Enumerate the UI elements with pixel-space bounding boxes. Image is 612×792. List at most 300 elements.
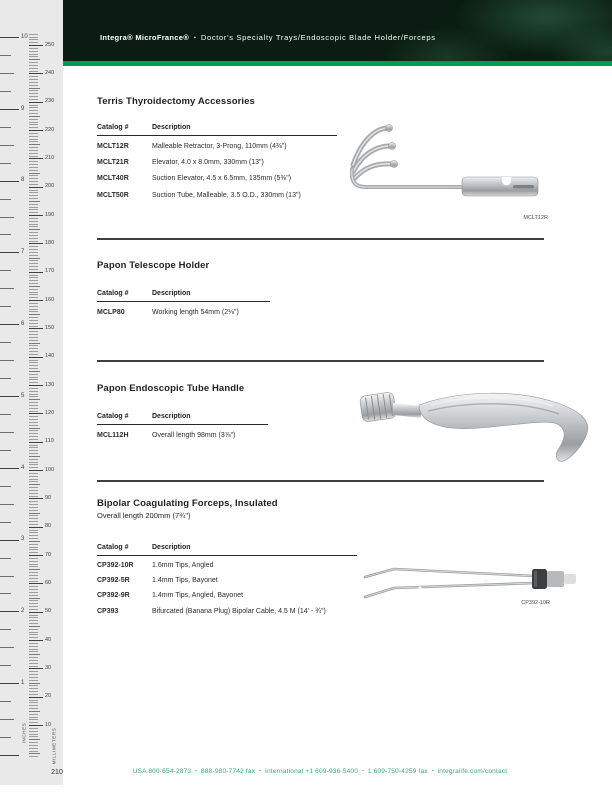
- mm-tick: [29, 99, 38, 100]
- mm-tick: [29, 150, 38, 151]
- section-divider: [97, 360, 544, 362]
- mm-tick: [29, 518, 38, 519]
- mm-tick: [29, 292, 38, 293]
- spec-row: [97, 573, 357, 588]
- mm-tick: [29, 626, 40, 627]
- mm-tick: [29, 56, 38, 57]
- mm-label: 220: [45, 126, 55, 133]
- mm-tick: [29, 688, 38, 689]
- mm-label: 210: [45, 155, 55, 162]
- mm-tick: [29, 252, 38, 253]
- inch-tick: [0, 127, 11, 128]
- mm-tick: [29, 311, 38, 312]
- mm-tick: [29, 487, 38, 488]
- inch-tick: [0, 181, 19, 182]
- mm-tick: [29, 209, 38, 210]
- mm-tick: [29, 558, 38, 559]
- spec-table-telescope-holder: [97, 290, 270, 320]
- catalog-number: CP393: [97, 607, 119, 615]
- mm-tick: [29, 224, 38, 225]
- mm-tick: [29, 702, 38, 703]
- inch-label: 3: [21, 536, 25, 543]
- inch-tick: [0, 504, 14, 505]
- figure-caption: CP392-10R: [521, 600, 550, 606]
- mm-tick: [29, 697, 43, 698]
- spec-row: [97, 556, 357, 574]
- mm-tick: [29, 198, 38, 199]
- mm-tick: [29, 751, 38, 752]
- mm-tick: [29, 544, 38, 545]
- description: 1.4mm Tips, Bayonet: [152, 577, 218, 585]
- mm-tick: [29, 260, 38, 261]
- mm-tick: [29, 620, 38, 621]
- mm-tick: [29, 153, 38, 154]
- mm-tick: [29, 481, 38, 482]
- inch-tick: [0, 360, 14, 361]
- mm-tick: [29, 507, 38, 508]
- mm-tick: [29, 297, 38, 298]
- mm-tick: [29, 317, 38, 318]
- mm-tick: [29, 167, 38, 168]
- inch-tick: [0, 109, 19, 110]
- mm-tick: [29, 694, 38, 695]
- mm-tick: [29, 685, 38, 686]
- mm-label: 40: [45, 636, 52, 643]
- mm-tick: [29, 402, 38, 403]
- inch-tick: [0, 701, 11, 702]
- mm-tick: [29, 450, 38, 451]
- inch-label: 5: [21, 392, 25, 399]
- contact-link[interactable]: integralife.com/contact: [437, 768, 508, 775]
- mm-tick: [29, 453, 38, 454]
- mm-tick: [29, 105, 38, 106]
- mm-tick: [29, 79, 38, 80]
- mm-tick: [29, 708, 38, 709]
- section-divider: [97, 480, 544, 482]
- spec-row: [97, 171, 337, 187]
- mm-tick: [29, 510, 38, 511]
- mm-tick: [29, 164, 38, 165]
- inch-tick: [0, 486, 11, 487]
- mm-tick: [29, 430, 38, 431]
- spec-row: [97, 604, 357, 619]
- description: Bifurcated (Banana Plug) Bipolar Cable, 4.5 M (14' - ¾"): [152, 607, 326, 615]
- mm-tick: [29, 623, 38, 624]
- mm-tick: [29, 496, 38, 497]
- mm-tick: [29, 51, 38, 52]
- column-header-catalog: Catalog #: [97, 124, 152, 136]
- mm-tick: [29, 600, 38, 601]
- mm-tick: [29, 54, 38, 55]
- mm-tick: [29, 745, 38, 746]
- inch-tick: [0, 450, 11, 451]
- inch-tick: [0, 234, 11, 235]
- mm-tick: [29, 113, 38, 114]
- mm-tick: [29, 156, 38, 157]
- mm-tick: [29, 606, 38, 607]
- inch-label: 1: [21, 680, 25, 686]
- contact-item: 888-980-7742 fax: [201, 768, 256, 775]
- mm-label: 160: [45, 296, 55, 303]
- description: Elevator, 4.0 x 8.0mm, 330mm (13"): [152, 159, 264, 167]
- mm-tick: [29, 328, 43, 329]
- mm-tick: [29, 116, 40, 117]
- mm-tick: [29, 348, 38, 349]
- mm-tick: [29, 649, 38, 650]
- bullet-separator-icon: ▪: [362, 768, 364, 773]
- mm-tick: [29, 184, 38, 185]
- mm-label: 240: [45, 70, 55, 77]
- mm-tick: [29, 68, 38, 69]
- mm-tick: [29, 303, 38, 304]
- mm-tick: [29, 107, 38, 108]
- mm-tick: [29, 45, 43, 46]
- mm-tick: [29, 700, 38, 701]
- inch-tick: [0, 611, 19, 612]
- inch-tick: [0, 468, 19, 469]
- mm-tick: [29, 493, 38, 494]
- catalog-number: MCLP80: [97, 308, 125, 316]
- mm-tick: [29, 243, 43, 244]
- inch-tick: [0, 199, 11, 200]
- mm-tick: [29, 326, 38, 327]
- mm-tick: [29, 439, 38, 440]
- mm-tick: [29, 742, 38, 743]
- mm-tick: [29, 178, 38, 179]
- spec-table-tube-handle: [97, 413, 268, 443]
- mm-label: 180: [45, 240, 55, 247]
- mm-tick: [29, 538, 38, 539]
- mm-tick: [29, 748, 38, 749]
- mm-tick: [29, 683, 40, 684]
- inch-tick: [0, 719, 14, 720]
- inch-tick: [0, 378, 11, 379]
- inch-tick: [0, 91, 11, 92]
- page-number: 210: [51, 769, 63, 776]
- mm-tick: [29, 218, 38, 219]
- mm-tick: [29, 442, 43, 443]
- inch-tick: [0, 288, 14, 289]
- mm-tick: [29, 462, 38, 463]
- mm-tick: [29, 130, 43, 131]
- mm-tick: [29, 215, 43, 216]
- mm-tick: [29, 564, 38, 565]
- mm-tick: [29, 221, 38, 222]
- inch-tick: [0, 324, 19, 325]
- mm-tick: [29, 147, 38, 148]
- mm-tick: [29, 133, 38, 134]
- mm-tick: [29, 413, 43, 414]
- column-header-catalog: Catalog #: [97, 290, 152, 302]
- mm-tick: [29, 93, 38, 94]
- mm-tick: [29, 232, 38, 233]
- header-text: [100, 33, 436, 42]
- catalog-number: MCLT21R: [97, 159, 129, 167]
- column-header-description: Description: [152, 544, 357, 556]
- mm-tick: [29, 719, 38, 720]
- mm-tick: [29, 532, 38, 533]
- mm-tick: [29, 479, 38, 480]
- mm-tick: [29, 246, 38, 247]
- mm-tick: [29, 632, 38, 633]
- mm-tick: [29, 343, 40, 344]
- mm-tick: [29, 59, 40, 60]
- mm-tick: [29, 447, 38, 448]
- mm-tick: [29, 136, 38, 137]
- mm-tick: [29, 323, 38, 324]
- inch-tick: [0, 540, 19, 541]
- mm-tick: [29, 428, 40, 429]
- mm-tick: [29, 634, 38, 635]
- mm-tick: [29, 37, 38, 38]
- mm-tick: [29, 334, 38, 335]
- mm-tick: [29, 527, 43, 528]
- mm-tick: [29, 396, 38, 397]
- mm-tick: [29, 728, 38, 729]
- mm-tick: [29, 385, 43, 386]
- forceps-figure: [358, 556, 610, 604]
- mm-tick: [29, 569, 40, 570]
- retractor-figure: [350, 119, 580, 217]
- mm-tick: [29, 456, 40, 457]
- catalog-number: CP392-5R: [97, 577, 130, 585]
- mm-tick: [29, 266, 38, 267]
- mm-tick: [29, 85, 38, 86]
- mm-tick: [29, 269, 38, 270]
- description: 1.4mm Tips, Angled, Bayonet: [152, 592, 244, 600]
- inch-tick: [0, 55, 11, 56]
- mm-label: 190: [45, 211, 55, 218]
- mm-tick: [29, 552, 38, 553]
- mm-tick: [29, 139, 38, 140]
- mm-tick: [29, 119, 38, 120]
- mm-tick: [29, 589, 38, 590]
- spec-row: [97, 187, 337, 203]
- mm-tick: [29, 394, 38, 395]
- accent-stripe: [63, 61, 612, 66]
- mm-tick: [29, 161, 38, 162]
- mm-tick: [29, 360, 38, 361]
- contact-item: USA 800-654-2873: [132, 768, 192, 775]
- mm-label: 70: [45, 551, 52, 558]
- mm-tick: [29, 255, 38, 256]
- mm-tick: [29, 187, 43, 188]
- mm-tick: [29, 275, 38, 276]
- figure-caption: MCLT12R: [523, 215, 548, 221]
- inch-label: 9: [21, 105, 25, 112]
- mm-tick: [29, 76, 38, 77]
- mm-tick: [29, 753, 40, 754]
- mm-label: 230: [45, 98, 55, 105]
- column-header-description: Description: [152, 124, 337, 136]
- mm-tick: [29, 263, 38, 264]
- mm-tick: [29, 705, 38, 706]
- mm-tick: [29, 561, 38, 562]
- spec-row: [97, 588, 357, 603]
- mm-tick: [29, 226, 38, 227]
- mm-tick: [29, 470, 43, 471]
- inch-tick: [0, 217, 14, 218]
- mm-tick: [29, 736, 38, 737]
- inch-tick: [0, 558, 11, 559]
- mm-tick: [29, 513, 40, 514]
- mm-tick: [29, 357, 43, 358]
- mm-label: 30: [45, 665, 52, 672]
- inch-tick: [0, 37, 19, 38]
- mm-tick: [29, 459, 38, 460]
- section-title-terris: Terris Thyroidectomy Accessories: [97, 96, 255, 107]
- mm-tick: [29, 405, 38, 406]
- inch-tick: [0, 252, 19, 253]
- mm-label: 50: [45, 608, 52, 615]
- catalog-number: MCLT40R: [97, 175, 129, 183]
- brand-name: Integra® MicroFrance®: [100, 33, 190, 42]
- inches-label: INCHES: [21, 722, 27, 744]
- mm-tick: [29, 711, 40, 712]
- mm-tick: [29, 235, 38, 236]
- mm-tick: [29, 212, 38, 213]
- column-header-description: Description: [152, 290, 270, 302]
- catalog-number: MCL112H: [97, 431, 129, 439]
- mm-tick: [29, 572, 38, 573]
- mm-tick: [29, 547, 38, 548]
- inch-tick: [0, 145, 14, 146]
- mm-label: 60: [45, 580, 52, 587]
- mm-tick: [29, 416, 38, 417]
- mm-tick: [29, 377, 38, 378]
- section-title-tube-handle: Papon Endoscopic Tube Handle: [97, 383, 245, 394]
- mm-tick: [29, 201, 40, 202]
- mm-tick: [29, 73, 43, 74]
- inch-tick: [0, 576, 14, 577]
- mm-tick: [29, 663, 38, 664]
- mm-tick: [29, 331, 38, 332]
- mm-tick: [29, 238, 38, 239]
- section-title-bipolar-forceps: Bipolar Coagulating Forceps, Insulated: [97, 498, 278, 509]
- inch-tick: [0, 755, 19, 756]
- mm-tick: [29, 578, 38, 579]
- mm-tick: [29, 283, 38, 284]
- mm-tick: [29, 445, 38, 446]
- spec-row: [97, 302, 270, 321]
- bullet-separator-icon: ▪: [195, 768, 198, 773]
- mm-tick: [29, 286, 40, 287]
- mm-tick: [29, 314, 40, 315]
- mm-tick: [29, 122, 38, 123]
- inch-tick: [0, 342, 11, 343]
- spec-row: [97, 136, 337, 155]
- mm-tick: [29, 476, 38, 477]
- inch-tick: [0, 647, 14, 648]
- mm-tick: [29, 422, 38, 423]
- spec-row: [97, 154, 337, 170]
- mm-label: 10: [45, 721, 52, 728]
- mm-tick: [29, 408, 38, 409]
- mm-tick: [29, 241, 38, 242]
- mm-tick: [29, 34, 38, 35]
- mm-tick: [29, 351, 38, 352]
- mm-tick: [29, 504, 38, 505]
- mm-tick: [29, 144, 40, 145]
- spec-table-terris: [97, 124, 337, 204]
- mm-tick: [29, 595, 38, 596]
- mm-tick: [29, 654, 40, 655]
- inch-label: 4: [21, 464, 25, 471]
- bullet-separator-icon: ▪: [194, 35, 196, 41]
- mm-tick: [29, 756, 38, 757]
- mm-label: 120: [45, 410, 55, 417]
- mm-tick: [29, 181, 38, 182]
- mm-tick: [29, 549, 38, 550]
- mm-tick: [29, 473, 38, 474]
- mm-tick: [29, 102, 43, 103]
- column-header-catalog: Catalog #: [97, 544, 152, 556]
- mm-tick: [29, 204, 38, 205]
- mm-tick: [29, 586, 38, 587]
- mm-tick: [29, 175, 38, 176]
- mm-tick: [29, 192, 38, 193]
- mm-tick: [29, 42, 38, 43]
- inch-tick: [0, 73, 14, 74]
- inch-label: 10: [21, 33, 28, 40]
- inch-tick: [0, 396, 19, 397]
- mm-tick: [29, 677, 38, 678]
- inch-tick: [0, 432, 14, 433]
- catalog-number: MCLT12R: [97, 142, 129, 150]
- inch-tick: [0, 683, 19, 684]
- description: Suction Tube, Malleable, 3.5 O.D., 330mm (13"): [152, 191, 301, 199]
- mm-tick: [29, 158, 43, 159]
- mm-label: 140: [45, 353, 55, 360]
- section-subtitle: Overall length 200mm (7¾"): [97, 511, 191, 520]
- mm-tick: [29, 643, 38, 644]
- mm-label: 150: [45, 325, 55, 332]
- mm-tick: [29, 391, 38, 392]
- mm-tick: [29, 717, 38, 718]
- inch-label: 2: [21, 608, 25, 615]
- mm-tick: [29, 725, 43, 726]
- contact-item: International +1 609-936-5400: [264, 768, 359, 775]
- mm-tick: [29, 90, 38, 91]
- mm-tick: [29, 714, 38, 715]
- spec-row: [97, 425, 268, 444]
- mm-tick: [29, 249, 38, 250]
- mm-label: 80: [45, 523, 52, 530]
- mm-tick: [29, 354, 38, 355]
- mm-tick: [29, 674, 38, 675]
- contact-item: 1 609-750-4259 fax: [367, 768, 428, 775]
- mm-tick: [29, 515, 38, 516]
- mm-label: 250: [45, 41, 55, 48]
- mm-tick: [29, 309, 38, 310]
- mm-tick: [29, 419, 38, 420]
- mm-tick: [29, 170, 38, 171]
- mm-label: 90: [45, 495, 52, 502]
- page-title: Doctor's Specialty Trays/Endoscopic Blade Holder/Forceps: [200, 33, 436, 42]
- mm-label: 110: [45, 438, 54, 445]
- inch-tick: [0, 629, 11, 630]
- mm-tick: [29, 365, 38, 366]
- inch-tick: [0, 306, 11, 307]
- header-bar: [63, 0, 612, 61]
- mm-tick: [29, 739, 40, 740]
- mm-tick: [29, 62, 38, 63]
- mm-tick: [29, 141, 38, 142]
- mm-tick: [29, 722, 38, 723]
- mm-tick: [29, 371, 40, 372]
- section-title-telescope-holder: Papon Telescope Holder: [97, 260, 210, 271]
- mm-label: 200: [45, 183, 55, 190]
